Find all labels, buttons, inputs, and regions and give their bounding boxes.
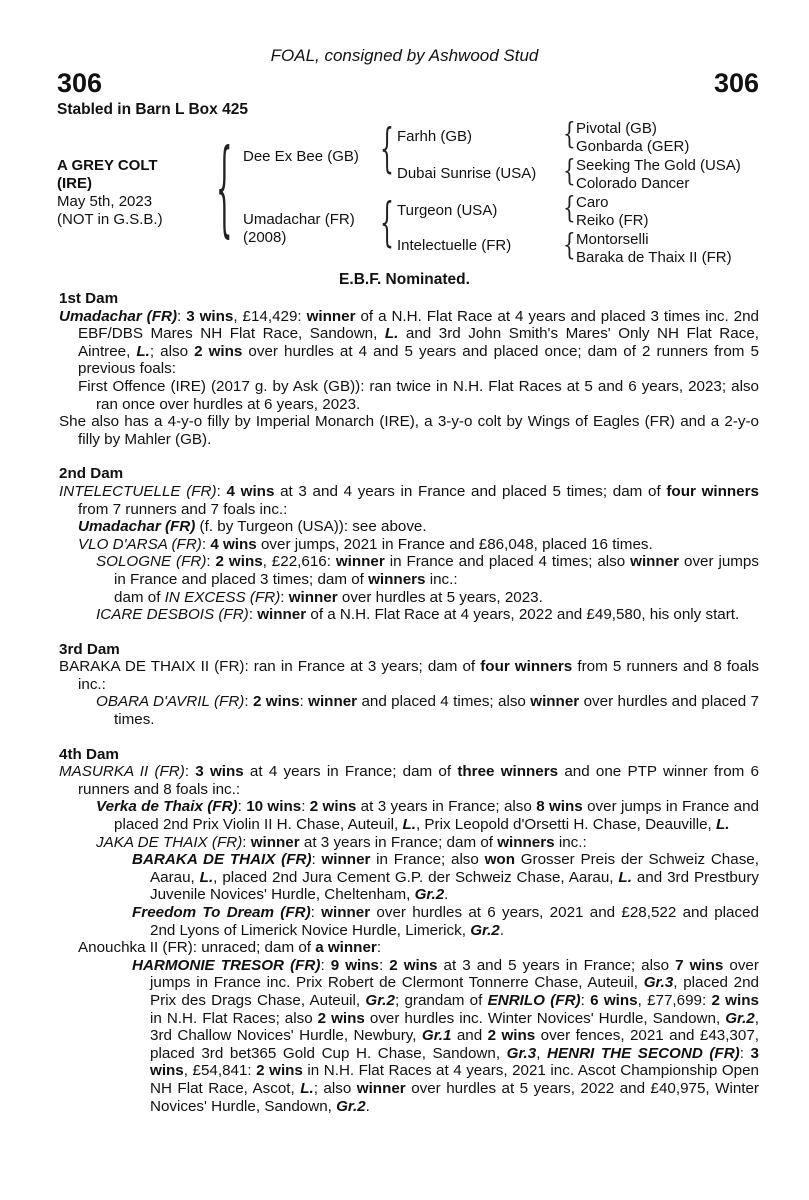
race-grade: L.	[199, 868, 214, 886]
section-title-3rd-dam: 3rd Dam	[59, 640, 120, 658]
race-grade: Gr.2	[470, 921, 500, 939]
text: over jumps, 2021 in France and £86,048, placed 16 times.	[256, 535, 653, 553]
text: , placed 2nd Jura Cement G.P. der Schweiz Chase, Aarau,	[213, 868, 619, 886]
winner: winner	[335, 553, 385, 571]
wins: 6 wins	[590, 991, 638, 1009]
text: :	[376, 939, 382, 957]
text: , Prix Leopold d'Orsetti H. Chase, Deauville,	[415, 816, 716, 834]
horse-name: BARAKA DE THAIX (FR)	[132, 851, 312, 869]
text: :	[310, 904, 322, 921]
text: from 7 runners and 7 foals inc.:	[78, 500, 288, 518]
horse-name-line1: A GREY COLT	[57, 157, 158, 174]
dd-dam: Baraka de Thaix II (FR)	[576, 249, 732, 266]
text: .	[444, 886, 449, 904]
horse-name: JAKA DE THAIX (FR)	[96, 833, 243, 851]
winner: winner	[306, 307, 356, 325]
winners: winners	[497, 833, 555, 851]
text: inc.:	[425, 570, 458, 588]
produce-entry	[59, 851, 759, 904]
text: ; also	[149, 342, 195, 360]
brace-icon: {	[563, 226, 576, 262]
text: in France and placed 4 times; also	[384, 553, 631, 571]
text: , £54,841:	[183, 1062, 257, 1080]
produce-entry	[59, 518, 759, 536]
race-grade: Gr.2	[336, 1097, 366, 1115]
section-title-4th-dam: 4th Dam	[59, 745, 119, 763]
text: , 3rd Challow Novices' Hurdle, Newbury,	[150, 1009, 759, 1045]
wins: 10 wins	[246, 798, 302, 816]
race-grade: L.	[716, 816, 730, 834]
winners: three winners	[457, 763, 559, 781]
text: over hurdles inc. Winter Novices' Hurdle, Sandown,	[364, 1009, 726, 1027]
wins: 3 wins	[186, 307, 234, 325]
race-grade: Gr.3	[506, 1044, 537, 1062]
wins: 3 wins	[195, 763, 244, 781]
text: at 3 and 5 years in France; also	[437, 956, 676, 974]
text: in N.H. Flat Races at 4 years, 2021 inc. Ascot Championship Open NH Flat Race, Ascot,	[150, 1062, 759, 1097]
wins: 4 wins	[226, 482, 275, 500]
text: over hurdles at 6 years, 2021 and £28,522 and placed 2nd Lyons of Limerick Novice Hurdle, Limerick,	[150, 904, 759, 939]
ss-dam: Gonbarda (GER)	[576, 138, 690, 155]
ds-dam: Reiko (FR)	[576, 212, 649, 229]
brace-icon: {	[563, 152, 576, 188]
produce-entry	[59, 693, 759, 728]
text: at 3 years in France; also	[356, 798, 537, 816]
dd-sire: Montorselli	[576, 231, 649, 248]
race-grade: L.	[618, 868, 632, 886]
horse-name: OBARA D'AVRIL (FR)	[96, 693, 245, 711]
wins: 2 wins	[252, 693, 300, 711]
winner: winner	[308, 693, 358, 711]
text: over hurdles and placed 7 times.	[114, 693, 759, 729]
text: :	[237, 798, 247, 816]
text: ; grandam of	[394, 991, 483, 1009]
text: and one PTP winner from 6 runners and 8 foals inc.:	[78, 763, 759, 798]
produce-entry	[59, 589, 759, 607]
text: .	[499, 921, 504, 939]
winner: winner	[321, 904, 371, 921]
text: Anouchka II (FR): unraced; dam of	[78, 939, 316, 957]
brace-icon: {	[216, 131, 233, 251]
dam-entry-umadachar	[59, 308, 759, 378]
sd-dam: Colorado Dancer	[576, 175, 690, 192]
dam-entry-intelectuelle	[59, 483, 759, 518]
text: of a N.H. Flat Race at 4 years and placed 3 times inc. 2nd EBF/DBS Mares NH Flat Race, Sandown,	[78, 307, 759, 343]
produce-entry	[59, 957, 759, 1115]
produce-entry	[59, 553, 759, 588]
consignor-line: FOAL, consigned by Ashwood Stud	[270, 46, 539, 65]
winner: winner	[288, 588, 338, 606]
text: :	[739, 1044, 751, 1062]
dam-sire: Turgeon (USA)	[397, 202, 498, 219]
text: and 3rd John Smith's Mares' Only NH Flat Race, Aintree,	[78, 325, 759, 360]
text: over hurdles at 5 years, 2023.	[337, 588, 543, 606]
text: :	[248, 606, 258, 624]
winner: winner	[530, 693, 580, 711]
brace-icon: {	[563, 115, 576, 151]
produce-entry	[59, 536, 759, 554]
winner: winner	[250, 833, 300, 851]
text: in France; also	[370, 851, 485, 869]
text: , £22,616:	[262, 553, 336, 571]
wins: 2 wins	[256, 1062, 303, 1080]
text: Grosser Preis der Schweiz Chase, Aarau,	[150, 851, 759, 886]
race-grade: Gr.2	[725, 1009, 755, 1027]
text: over hurdles at 4 and 5 years and placed once; dam of 2 runners from 5 previous foals:	[78, 342, 759, 378]
text: and placed 4 times; also	[357, 693, 531, 711]
text: :	[242, 833, 251, 851]
wins: 2 wins	[309, 798, 357, 816]
text: inc.:	[554, 833, 587, 851]
wins: 7 wins	[675, 956, 724, 974]
horse-name: HARMONIE TRESOR (FR)	[132, 956, 321, 974]
text: :	[216, 482, 227, 500]
winners: winners	[368, 570, 426, 588]
wins: 3 wins	[150, 1044, 759, 1080]
text: :	[299, 693, 309, 711]
text: from 5 runners and 8 foals inc.:	[78, 658, 759, 693]
produce-entry	[59, 834, 759, 852]
wins: 2 wins	[389, 956, 438, 974]
horse-name: VLO D'ARSA (FR)	[78, 535, 202, 553]
produce-entry	[59, 939, 759, 957]
horse-name-line2: (IRE)	[57, 175, 92, 192]
text: dam of	[114, 588, 165, 606]
wins: 2 wins	[711, 991, 759, 1009]
produce-entry	[59, 606, 759, 624]
family-notes	[59, 290, 759, 1115]
text: :	[378, 956, 390, 974]
text: at 3 and 4 years in France and placed 5 times; dam of	[274, 482, 667, 500]
text: .	[365, 1097, 370, 1115]
dam: Umadachar (FR)	[243, 211, 355, 228]
text: over jumps in France and placed 2nd Prix Violin II H. Chase, Auteuil,	[114, 798, 759, 834]
text: over fences, 2021 and £43,307, placed 3rd bet365 Gold Cup H. Chase, Sandown,	[150, 1027, 759, 1062]
text: :	[184, 763, 196, 781]
also-has-note: She also has a 4-y-o filly by Imperial Monarch (IRE), a 3-y-o colt by Wings of Eagles (FR) and a 2-y-o filly by Mahler (GB).	[59, 413, 759, 448]
race-grade: L.	[402, 816, 416, 834]
text: :	[320, 956, 331, 974]
winner: winner	[630, 553, 680, 571]
ebf-nominated: E.B.F. Nominated.	[339, 271, 470, 288]
text: BARAKA DE THAIX II (FR): ran in France at 3 years; dam of	[59, 658, 481, 676]
winners: a winner	[315, 939, 377, 957]
race-grade: L.	[300, 1079, 314, 1097]
horse-name: ENRILO (FR)	[487, 991, 581, 1009]
dam-dam: Intelectuelle (FR)	[397, 237, 512, 254]
race-grade: Gr.2	[414, 886, 445, 904]
text: and	[451, 1027, 488, 1045]
text: over jumps in France inc. Prix Robert de Clermont Tonnerre Chase, Auteuil,	[150, 956, 759, 992]
brace-icon: {	[563, 189, 576, 225]
lot-number-left: 306	[57, 68, 103, 98]
wins: 2 wins	[194, 342, 243, 360]
sd-sire: Seeking The Gold (USA)	[576, 157, 741, 174]
produce-entry	[59, 798, 759, 833]
race-grade: Gr.3	[643, 974, 674, 992]
won: won	[484, 851, 515, 869]
foaled-date: May 5th, 2023	[57, 193, 153, 210]
race-grade: L.	[136, 342, 150, 360]
winners: four winners	[666, 482, 759, 500]
horse-name: INTELECTUELLE (FR)	[59, 482, 217, 500]
winner: winner	[257, 606, 307, 624]
text: :	[301, 798, 310, 816]
brace-icon: {	[380, 120, 394, 181]
horse-name: ICARE DESBOIS (FR)	[96, 606, 249, 624]
race-grade: L.	[384, 325, 399, 343]
sire-dam: Dubai Sunrise (USA)	[397, 165, 537, 182]
text: :	[244, 693, 253, 711]
text: and 3rd Prestbury Juvenile Novices' Hurdle, Cheltenham,	[150, 868, 759, 904]
dam-year: (2008)	[243, 229, 287, 246]
text: at 4 years in France; dam of	[243, 763, 458, 781]
wins: 2 wins	[487, 1027, 536, 1045]
wins: 2 wins	[317, 1009, 365, 1027]
text: , £77,699:	[637, 991, 712, 1009]
horse-name: Umadachar (FR)	[78, 518, 196, 536]
wins: 8 wins	[536, 798, 583, 816]
wins: 4 wins	[210, 535, 257, 553]
text: over hurdles at 5 years, 2022 and £40,975, Winter Novices' Hurdle, Sandown,	[150, 1079, 759, 1115]
ss-sire: Pivotal (GB)	[576, 120, 657, 137]
dam-entry-masurka	[59, 763, 759, 798]
text: :	[280, 588, 289, 606]
text: :	[580, 991, 591, 1009]
ds-sire: Caro	[576, 194, 609, 211]
produce-entry	[59, 904, 759, 939]
dam-entry-baraka-ii	[59, 658, 759, 693]
race-grade: Gr.1	[421, 1027, 452, 1045]
horse-name: Umadachar (FR)	[59, 307, 178, 325]
section-title-1st-dam: 1st Dam	[59, 290, 119, 307]
horse-name: HENRI THE SECOND (FR)	[547, 1044, 740, 1062]
horse-name: SOLOGNE (FR)	[96, 553, 207, 571]
text: (f. by Turgeon (USA)): see above.	[195, 518, 427, 536]
sire: Dee Ex Bee (GB)	[243, 148, 359, 165]
horse-name: Freedom To Dream (FR)	[132, 904, 311, 921]
horse-name: MASURKA II (FR)	[59, 763, 185, 781]
text: of a N.H. Flat Race at 4 years, 2022 and £49,580, his only start.	[306, 606, 740, 624]
text: at 3 years in France; dam of	[299, 833, 498, 851]
text: :	[206, 553, 216, 571]
gsb-note: (NOT in G.S.B.)	[57, 211, 163, 228]
sire-sire: Farhh (GB)	[397, 128, 473, 145]
race-grade: Gr.2	[365, 991, 395, 1009]
text: ; also	[313, 1079, 357, 1097]
text: ,	[536, 1044, 548, 1062]
text: :	[311, 851, 322, 869]
text: in N.H. Flat Races; also	[150, 1009, 318, 1027]
brace-icon: {	[380, 194, 394, 255]
horse-name: IN EXCESS (FR)	[164, 588, 281, 606]
winners: four winners	[480, 658, 573, 676]
horse-name: Verka de Thaix (FR)	[96, 798, 238, 816]
text: :	[201, 535, 211, 553]
text: over jumps in France and placed 3 times; dam of	[114, 553, 759, 588]
section-title-2nd-dam: 2nd Dam	[59, 465, 124, 483]
wins: 9 wins	[330, 956, 379, 974]
text: :	[177, 307, 187, 325]
produce-entry: First Offence (IRE) (2017 g. by Ask (GB)): ran twice in N.H. Flat Races at 5 and 6 years, 2023; also ran once over hurdles at 6 years, 2023.	[78, 377, 759, 413]
winner: winner	[321, 851, 371, 869]
text: , placed 2nd Prix des Drags Chase, Auteuil,	[150, 974, 759, 1009]
wins: 2 wins	[215, 553, 263, 571]
stabled-location: Stabled in Barn L Box 425	[57, 101, 248, 118]
lot-number-right: 306	[713, 68, 759, 98]
winner: winner	[356, 1079, 406, 1097]
text: , £14,429:	[233, 307, 307, 325]
